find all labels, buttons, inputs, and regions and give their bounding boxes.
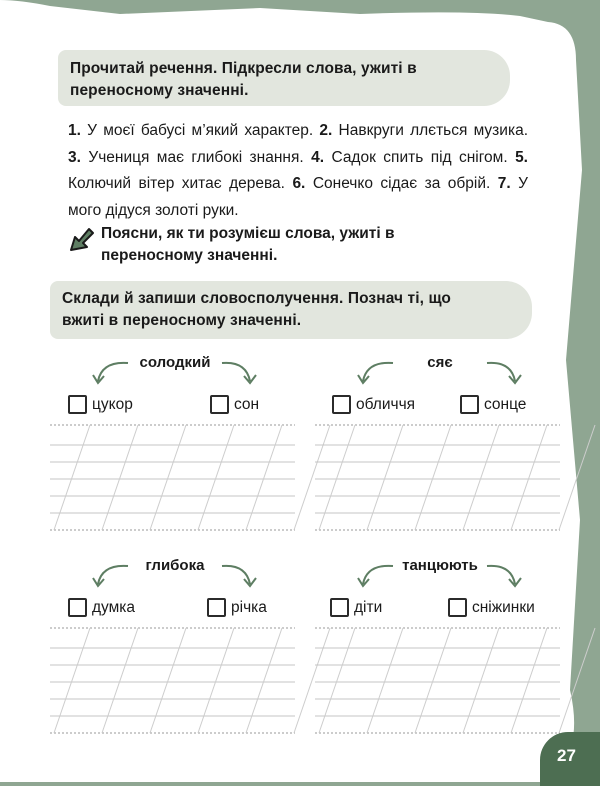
task2-instruction-banner [50,281,532,339]
checkbox[interactable] [207,598,226,617]
branch-arrows [50,562,300,598]
writing-lines[interactable] [50,628,300,746]
sentence-number: 7. [497,175,511,192]
word-block-solodkyi [50,354,300,543]
option[interactable] [448,598,535,617]
checkbox[interactable] [210,395,229,414]
sentence-text: Садок спить під снігом. [324,148,516,166]
hint-text: Поясни, як ти розумієш слова, ужиті в переносному значенні. [101,225,395,264]
branch-arrows [315,359,565,395]
key-word-label: глибока [145,557,205,574]
option-label: сон [234,395,260,413]
curved-arrow-icon [222,566,256,586]
sentence-text: Колючий вітер хитає дерева. [68,175,293,192]
curved-arrow-icon [93,566,128,586]
checkbox[interactable] [68,395,87,414]
sentence-text: Навкруги ллється музика. [332,122,528,139]
option[interactable] [207,598,267,617]
pencil-arrow-icon [68,225,96,253]
branch-arrows [315,562,565,598]
checkbox[interactable] [460,395,479,414]
sentence-number: 2. [319,122,333,139]
writing-lines[interactable] [315,628,565,746]
curved-arrow-icon [487,363,521,383]
task1-instruction-banner [58,50,510,106]
option[interactable] [68,598,135,617]
option-label: обличчя [356,395,416,413]
word-block-hlyboka [50,557,300,746]
task1-instruction: Прочитай речення. Підкресли слова, ужиті в переносному значенні. [70,60,417,99]
option[interactable] [460,395,526,414]
option-label: цукор [92,395,133,413]
sentence-text: У моєї бабусі м’який характер. [80,122,320,139]
curved-arrow-icon [358,363,393,383]
sentence-number: 4. [311,148,325,166]
sentence-text: Сонечко сідає за обрій. [305,175,498,192]
sentence-number: 1. [68,122,81,139]
writing-lines[interactable] [50,425,300,543]
curved-arrow-icon [487,566,521,586]
checkbox[interactable] [68,598,87,617]
option-label: сонце [484,395,527,413]
task2-instruction: Склади й запиши словосполучення. Познач ті, що вжиті в переносному значенні. [62,290,451,329]
option-label: річка [231,598,267,616]
sentences-paragraph [68,118,528,224]
key-word-label: танцюють [402,557,478,574]
word-block-tantsiuiut [315,557,565,746]
curved-arrow-icon [93,363,128,383]
option-label: думка [92,598,136,616]
key-word-label: сяє [427,354,453,371]
curved-arrow-icon [222,363,256,383]
branch-arrows [50,359,300,395]
key-word-label: солодкий [139,354,211,371]
checkbox[interactable] [332,395,351,414]
sentence-number: 3. [68,148,81,166]
option[interactable] [210,395,259,414]
checkbox[interactable] [330,598,349,617]
sentence-text: У мого дідуся золоті руки. [68,175,529,219]
option[interactable] [332,395,415,414]
sentence-text: Учениця має глибокі знання. [80,148,312,166]
curved-arrow-icon [358,566,393,586]
option[interactable] [68,395,133,414]
option-label: сніжинки [472,598,535,616]
page-number: 27 [540,732,600,786]
writing-lines[interactable] [315,425,565,543]
option-label: діти [354,598,383,616]
word-block-siaie [315,354,565,543]
sentence-number: 5. [515,148,528,166]
sentence-number: 6. [292,175,306,192]
option[interactable] [330,598,382,617]
checkbox[interactable] [448,598,467,617]
